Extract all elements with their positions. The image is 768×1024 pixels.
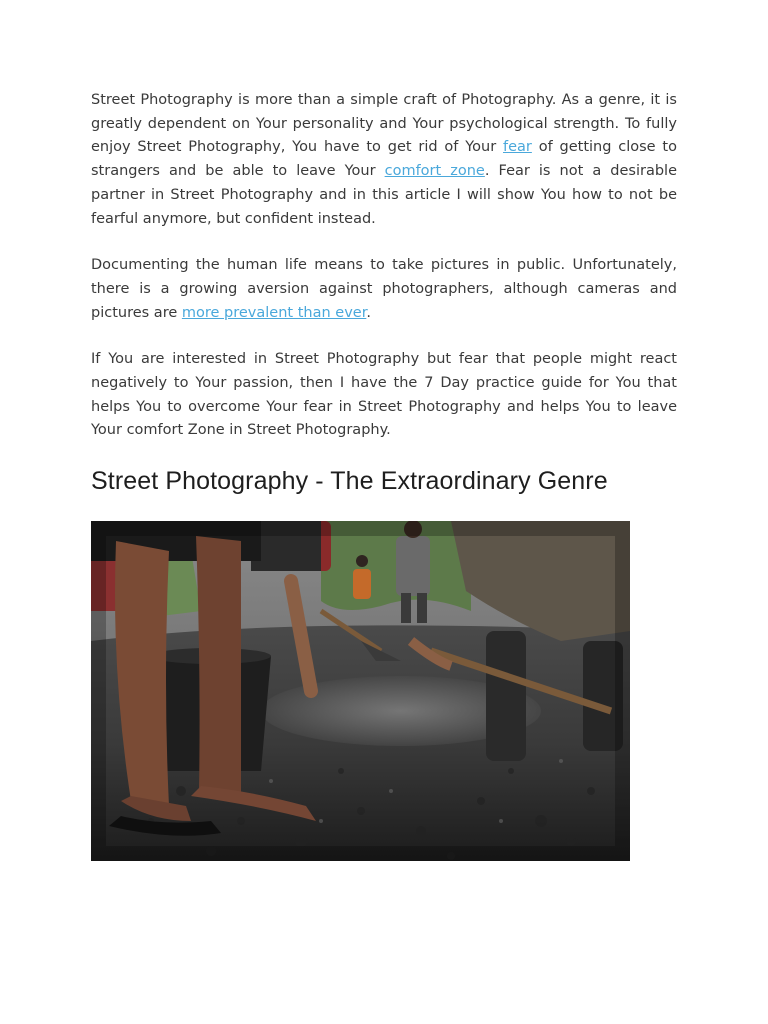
paragraph-documenting-text-1: Documenting the human life means to take pictures in public. Unfortunately, there is a growing aversion against photographers, although cameras and pictures are: [91, 257, 677, 321]
more-prevalent-link[interactable]: more prevalent than ever: [181, 304, 367, 321]
paragraph-intro-text-2: of getting close to strangers and be able to leave Your: [91, 139, 677, 180]
section-heading: Street Photography - The Extraordinary Genre: [91, 467, 608, 496]
street-photo-illustration: [91, 521, 630, 861]
comfort-zone-link[interactable]: comfort zone: [384, 163, 485, 180]
paragraph-guide: If You are interested in Street Photography but fear that people might react negatively to Your passion, then I have the 7 Day practice guide for You that helps You to overcome Your fear in Street Photography and helps You to leave Your comfort Zone in Street Photography.: [91, 351, 677, 439]
paragraph-intro-text-1: Street Photography is more than a simple craft of Photography. As a genre, it is greatly dependent on Your personality and Your psychological strength. To fully enjoy Street Photography, You have to get rid of Your: [91, 92, 677, 156]
fear-link[interactable]: fear: [503, 139, 532, 156]
article-body: [91, 89, 677, 510]
paragraph-intro-text-3: . Fear is not a desirable partner in Street Photography and in this article I will show You how to not be fearful anymore, but confident instead.: [91, 163, 677, 227]
paragraph-documenting-text-2: .: [366, 304, 371, 321]
paragraph-intro: [91, 89, 677, 231]
paragraph-documenting: [91, 254, 677, 325]
street-photo: [91, 521, 630, 861]
